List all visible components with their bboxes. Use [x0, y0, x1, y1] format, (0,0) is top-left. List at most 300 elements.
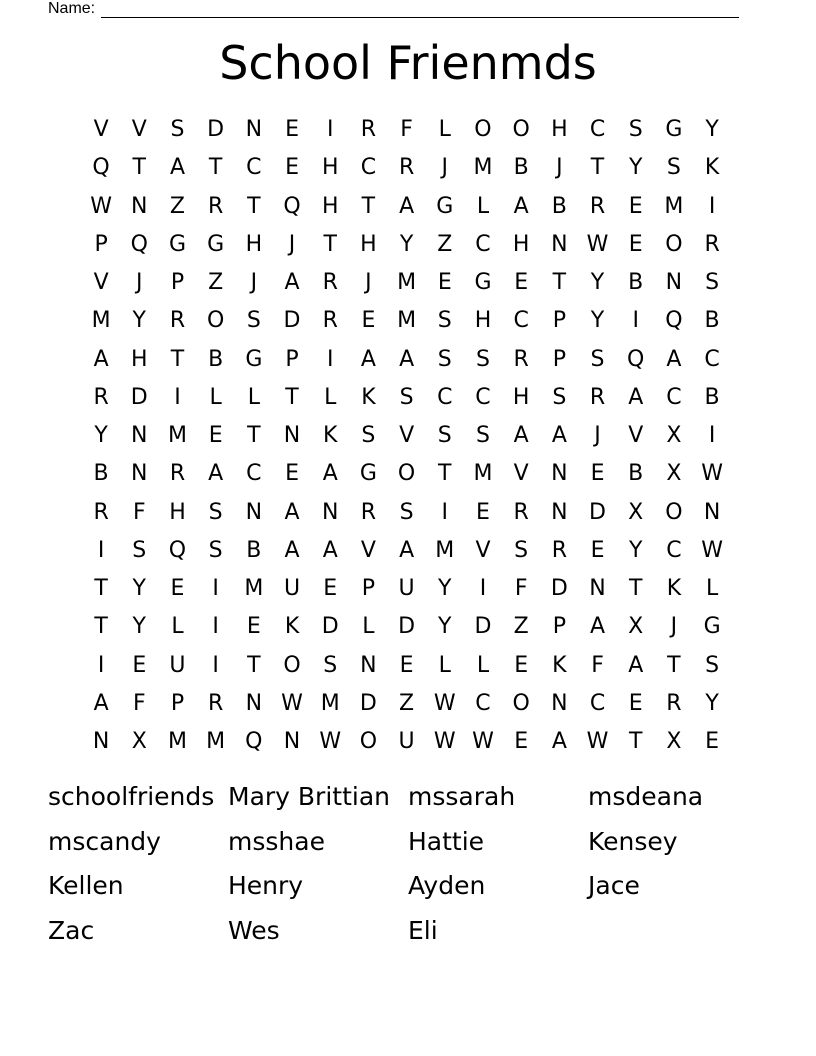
grid-cell: O: [512, 690, 530, 716]
grid-cell: A: [93, 690, 109, 716]
grid-cell: N: [245, 690, 263, 716]
word-list-item: Kellen: [48, 871, 124, 901]
grid-cell: S: [437, 308, 452, 334]
grid-cell: D: [130, 384, 148, 410]
word-list-item: Mary Brittian: [228, 782, 390, 811]
grid-cell: S: [246, 308, 261, 334]
grid-cell: D: [207, 117, 225, 142]
grid-cell: A: [551, 729, 567, 754]
grid-cell: E: [285, 155, 299, 181]
grid-cell: M: [320, 690, 340, 716]
grid-cell: K: [323, 423, 338, 448]
grid-cell: E: [628, 231, 643, 257]
grid-cell: M: [91, 308, 111, 334]
grid-cell: Y: [132, 576, 146, 601]
grid-cell: E: [590, 461, 605, 487]
grid-cell: N: [131, 423, 148, 448]
grid-cell: W: [433, 729, 456, 754]
grid-cell: R: [666, 690, 682, 716]
grid-cell: E: [514, 270, 529, 295]
grid-cell: A: [399, 346, 415, 372]
grid-cell: E: [285, 117, 299, 142]
grid-cell: S: [475, 346, 490, 372]
grid-cell: F: [514, 576, 528, 601]
grid-cell: K: [666, 576, 682, 601]
grid-cell: S: [399, 384, 414, 410]
grid-cell: T: [361, 193, 376, 219]
word-list-item: mscandy: [48, 826, 161, 856]
grid-cell: L: [438, 117, 451, 142]
grid-cell: P: [552, 614, 566, 640]
grid-cell: O: [283, 652, 301, 678]
grid-cell: A: [322, 537, 338, 563]
grid-cell: R: [513, 499, 529, 525]
grid-cell: G: [665, 117, 683, 142]
grid-cell: P: [552, 346, 566, 372]
grid-cell: G: [359, 461, 377, 487]
grid-cell: A: [284, 270, 300, 295]
grid-cell: G: [168, 231, 186, 257]
grid-cell: R: [208, 193, 224, 219]
grid-cell: T: [247, 423, 261, 448]
grid-cell: Z: [437, 231, 453, 257]
grid-cell: Q: [283, 193, 301, 219]
grid-cell: N: [703, 499, 721, 525]
grid-cell: G: [703, 614, 721, 640]
grid-cell: Y: [94, 423, 108, 448]
grid-cell: O: [206, 308, 225, 334]
grid-cell: S: [170, 117, 185, 142]
grid-cell: Y: [705, 117, 719, 142]
grid-cell: R: [398, 155, 415, 181]
grid-cell: A: [284, 537, 300, 563]
grid-cell: Y: [438, 576, 452, 601]
grid-cell: P: [552, 308, 566, 334]
grid-cell: V: [513, 461, 529, 487]
grid-cell: C: [475, 231, 491, 257]
grid-cell: A: [628, 384, 644, 410]
grid-cell: L: [209, 384, 222, 410]
grid-cell: T: [170, 346, 185, 372]
grid-cell: T: [94, 614, 108, 640]
grid-cell: L: [171, 614, 184, 640]
grid-cell: Q: [665, 308, 683, 334]
grid-cell: L: [438, 652, 451, 678]
grid-cell: E: [514, 729, 529, 754]
grid-cell: I: [441, 499, 449, 525]
grid-cell: Y: [590, 308, 605, 334]
grid-cell: S: [628, 117, 643, 142]
grid-cell: F: [132, 499, 146, 525]
grid-cell: T: [323, 231, 337, 257]
grid-cell: V: [93, 270, 109, 295]
grid-cell: T: [590, 155, 605, 181]
grid-cell: E: [285, 461, 299, 487]
grid-cell: D: [550, 576, 568, 601]
grid-cell: R: [704, 231, 720, 257]
grid-cell: B: [246, 537, 262, 563]
grid-cell: X: [666, 423, 682, 448]
grid-cell: L: [476, 193, 490, 219]
grid-cell: A: [169, 155, 185, 181]
grid-cell: M: [167, 423, 187, 448]
grid-cell: P: [361, 576, 376, 601]
grid-cell: C: [246, 461, 262, 487]
grid-cell: X: [131, 729, 147, 754]
grid-cell: H: [512, 231, 530, 257]
grid-cell: A: [399, 537, 415, 563]
grid-cell: E: [628, 193, 643, 219]
grid-cell: L: [476, 652, 490, 678]
grid-cell: N: [551, 231, 568, 257]
grid-cell: G: [245, 346, 263, 372]
grid-cell: I: [97, 537, 105, 563]
grid-cell: S: [361, 423, 376, 448]
grid-cell: A: [322, 461, 338, 487]
grid-cell: N: [131, 193, 148, 219]
grid-cell: E: [399, 652, 414, 678]
grid-cell: V: [399, 423, 415, 448]
grid-cell: T: [552, 270, 567, 295]
grid-cell: S: [705, 652, 720, 678]
grid-cell: A: [93, 346, 109, 372]
grid-cell: L: [324, 384, 337, 410]
grid-cell: Z: [208, 270, 224, 295]
grid-cell: I: [212, 576, 219, 601]
grid-cell: Q: [627, 346, 645, 372]
letter-grid: [82, 111, 731, 761]
grid-cell: B: [513, 155, 529, 181]
grid-cell: O: [474, 117, 492, 142]
word-list-item: Henry: [228, 871, 304, 901]
grid-cell: N: [283, 423, 301, 448]
grid-cell: W: [472, 729, 494, 754]
grid-cell: O: [359, 729, 378, 754]
grid-cell: Y: [628, 537, 643, 563]
word-list-item: schoolfriends: [48, 782, 215, 811]
grid-cell: D: [398, 614, 416, 640]
grid-cell: E: [590, 537, 605, 563]
grid-cell: K: [552, 652, 567, 678]
grid-cell: D: [589, 499, 606, 525]
grid-cell: H: [474, 308, 492, 334]
grid-cell: N: [589, 576, 606, 601]
grid-cell: F: [591, 652, 604, 678]
grid-cell: E: [437, 270, 452, 295]
grid-cell: I: [632, 308, 639, 334]
grid-cell: F: [132, 690, 146, 716]
grid-cell: B: [628, 461, 644, 487]
word-list-item: Wes: [228, 916, 280, 946]
grid-cell: O: [512, 117, 530, 142]
grid-cell: F: [400, 117, 413, 142]
grid-cell: J: [670, 614, 678, 640]
grid-cell: A: [666, 346, 682, 372]
name-field: [48, 0, 739, 18]
grid-cell: Z: [399, 690, 415, 716]
grid-cell: B: [551, 193, 567, 219]
grid-cell: C: [360, 155, 377, 181]
grid-cell: A: [513, 193, 529, 219]
grid-cell: T: [628, 729, 643, 754]
grid-cell: C: [589, 690, 606, 716]
grid-cell: T: [132, 155, 146, 181]
grid-cell: C: [475, 690, 491, 716]
grid-cell: I: [479, 576, 487, 601]
grid-cell: M: [664, 193, 684, 219]
word-list-item: msshae: [228, 826, 325, 856]
grid-cell: Q: [130, 231, 148, 257]
grid-cell: S: [437, 346, 452, 372]
grid-cell: K: [284, 614, 300, 640]
grid-cell: D: [474, 614, 492, 640]
grid-cell: U: [398, 729, 415, 754]
grid-cell: M: [473, 461, 493, 487]
grid-cell: Y: [399, 231, 414, 257]
grid-cell: I: [708, 193, 716, 219]
grid-cell: N: [283, 729, 301, 754]
word-list-item: Eli: [408, 916, 438, 946]
grid-cell: S: [590, 346, 605, 372]
grid-cell: N: [551, 499, 568, 525]
grid-cell: A: [590, 614, 606, 640]
word-list-item: Kensey: [588, 826, 678, 856]
grid-cell: R: [169, 308, 186, 334]
grid-cell: U: [169, 652, 186, 678]
grid-cell: H: [512, 384, 530, 410]
grid-cell: H: [245, 231, 263, 257]
grid-cell: N: [551, 690, 568, 716]
grid-cell: C: [437, 384, 453, 410]
grid-cell: V: [475, 537, 491, 563]
grid-cell: V: [93, 117, 109, 142]
grid-cell: A: [360, 346, 376, 372]
grid-cell: Q: [92, 155, 110, 181]
grid-cell: X: [666, 729, 682, 754]
grid-cell: G: [474, 270, 492, 295]
grid-cell: O: [397, 461, 416, 487]
grid-cell: R: [360, 499, 377, 525]
grid-cell: V: [131, 117, 147, 142]
grid-cell: H: [131, 346, 148, 372]
grid-cell: W: [701, 461, 723, 487]
grid-cell: Y: [438, 614, 452, 640]
grid-cell: N: [92, 729, 110, 754]
grid-cell: E: [132, 652, 147, 678]
grid-cell: R: [589, 384, 606, 410]
grid-cell: T: [94, 576, 108, 601]
grid-cell: W: [319, 729, 342, 754]
grid-cell: R: [93, 384, 109, 410]
grid-cell: I: [326, 346, 334, 372]
grid-cell: W: [701, 537, 723, 563]
grid-cell: B: [208, 346, 224, 372]
grid-cell: Y: [590, 270, 605, 295]
grid-cell: Z: [513, 614, 529, 640]
puzzle-title: School Frienmds: [219, 36, 597, 90]
grid-cell: C: [666, 537, 682, 563]
grid-cell: I: [708, 423, 716, 448]
grid-cell: Q: [245, 729, 263, 754]
grid-cell: W: [433, 690, 456, 716]
grid-cell: R: [551, 537, 567, 563]
grid-cell: B: [704, 384, 720, 410]
grid-cell: C: [666, 384, 682, 410]
grid-cell: N: [360, 652, 377, 678]
grid-cell: R: [322, 270, 338, 295]
grid-cell: R: [589, 193, 606, 219]
grid-cell: T: [667, 652, 681, 678]
grid-cell: M: [167, 729, 187, 754]
grid-cell: I: [212, 652, 219, 678]
grid-cell: M: [473, 155, 493, 181]
word-list-item: mssarah: [408, 782, 516, 811]
grid-cell: W: [90, 193, 112, 219]
grid-cell: S: [666, 155, 681, 181]
grid-cell: M: [206, 729, 226, 754]
grid-cell: E: [246, 614, 261, 640]
grid-cell: T: [247, 193, 261, 219]
grid-cell: P: [285, 346, 299, 372]
grid-cell: Y: [132, 614, 146, 640]
grid-cell: C: [475, 384, 491, 410]
grid-cell: K: [704, 155, 720, 181]
grid-cell: E: [705, 729, 720, 754]
grid-cell: U: [283, 576, 301, 601]
grid-cell: R: [93, 499, 109, 525]
grid-cell: E: [514, 652, 529, 678]
grid-cell: M: [397, 270, 417, 295]
name-label: Name:: [48, 0, 96, 17]
grid-cell: S: [514, 537, 529, 563]
grid-cell: S: [437, 423, 452, 448]
grid-cell: Y: [705, 690, 719, 716]
grid-cell: Y: [132, 308, 146, 334]
grid-cell: I: [326, 117, 334, 142]
grid-cell: T: [628, 576, 643, 601]
grid-cell: P: [170, 690, 185, 716]
grid-cell: X: [628, 614, 644, 640]
grid-cell: R: [513, 346, 529, 372]
grid-cell: H: [169, 499, 186, 525]
grid-cell: O: [665, 499, 683, 525]
grid-cell: A: [208, 461, 224, 487]
grid-cell: I: [212, 614, 219, 640]
grid-cell: S: [399, 499, 414, 525]
word-list: [48, 775, 768, 954]
grid-cell: T: [438, 461, 452, 487]
grid-cell: I: [97, 652, 105, 678]
grid-cell: M: [435, 537, 455, 563]
grid-cell: T: [208, 155, 223, 181]
grid-cell: X: [666, 461, 682, 487]
grid-cell: A: [399, 193, 415, 219]
grid-cell: S: [552, 384, 567, 410]
grid-cell: B: [93, 461, 109, 487]
grid-cell: Y: [628, 155, 643, 181]
grid-cell: S: [475, 423, 490, 448]
grid-cell: Q: [168, 537, 187, 563]
grid-cell: X: [628, 499, 644, 525]
grid-cell: S: [208, 537, 223, 563]
grid-cell: N: [551, 461, 568, 487]
grid-cell: W: [281, 690, 303, 716]
word-list-item: Jace: [588, 871, 640, 901]
grid-cell: K: [361, 384, 376, 410]
word-list-item: Ayden: [408, 871, 486, 901]
grid-cell: A: [628, 652, 644, 678]
grid-cell: O: [665, 231, 683, 257]
grid-cell: S: [208, 499, 223, 525]
grid-cell: L: [362, 614, 375, 640]
grid-cell: J: [136, 270, 143, 295]
grid-cell: L: [705, 576, 719, 601]
grid-cell: S: [705, 270, 720, 295]
grid-cell: S: [323, 652, 338, 678]
grid-cell: D: [321, 614, 339, 640]
grid-cell: Z: [169, 193, 185, 219]
grid-cell: A: [284, 499, 300, 525]
name-blank-line: [101, 2, 739, 18]
grid-cell: C: [589, 117, 606, 142]
grid-cell: E: [208, 423, 223, 448]
grid-cell: N: [245, 499, 263, 525]
grid-cell: I: [174, 384, 181, 410]
grid-cell: H: [321, 193, 339, 219]
grid-cell: P: [94, 231, 108, 257]
grid-cell: C: [513, 308, 529, 334]
word-list-item: Hattie: [408, 826, 485, 856]
grid-cell: N: [665, 270, 683, 295]
grid-cell: B: [704, 308, 720, 334]
grid-cell: U: [398, 576, 415, 601]
grid-cell: V: [628, 423, 644, 448]
grid-cell: B: [628, 270, 644, 295]
grid-cell: L: [247, 384, 260, 410]
grid-cell: D: [359, 690, 377, 716]
grid-cell: G: [207, 231, 225, 257]
grid-cell: E: [361, 308, 376, 334]
grid-cell: T: [285, 384, 299, 410]
grid-cell: R: [208, 690, 224, 716]
grid-cell: J: [365, 270, 372, 295]
grid-cell: R: [169, 461, 186, 487]
grid-cell: P: [170, 270, 185, 295]
grid-cell: E: [323, 576, 338, 601]
grid-cell: N: [245, 117, 263, 142]
grid-cell: A: [551, 423, 567, 448]
grid-cell: T: [247, 652, 261, 678]
grid-cell: J: [250, 270, 258, 295]
grid-cell: W: [586, 729, 609, 754]
grid-cell: J: [556, 155, 563, 181]
grid-cell: J: [288, 231, 296, 257]
grid-cell: R: [360, 117, 377, 142]
grid-cell: C: [704, 346, 720, 372]
grid-cell: H: [321, 155, 339, 181]
grid-cell: N: [321, 499, 339, 525]
grid-cell: N: [131, 461, 148, 487]
grid-cell: H: [360, 231, 377, 257]
grid-cell: V: [360, 537, 376, 563]
grid-cell: C: [246, 155, 262, 181]
grid-cell: W: [586, 231, 609, 257]
grid-cell: J: [594, 423, 601, 448]
grid-cell: R: [322, 308, 338, 334]
grid-cell: H: [551, 117, 568, 142]
grid-cell: M: [397, 308, 417, 334]
grid-cell: A: [513, 423, 529, 448]
